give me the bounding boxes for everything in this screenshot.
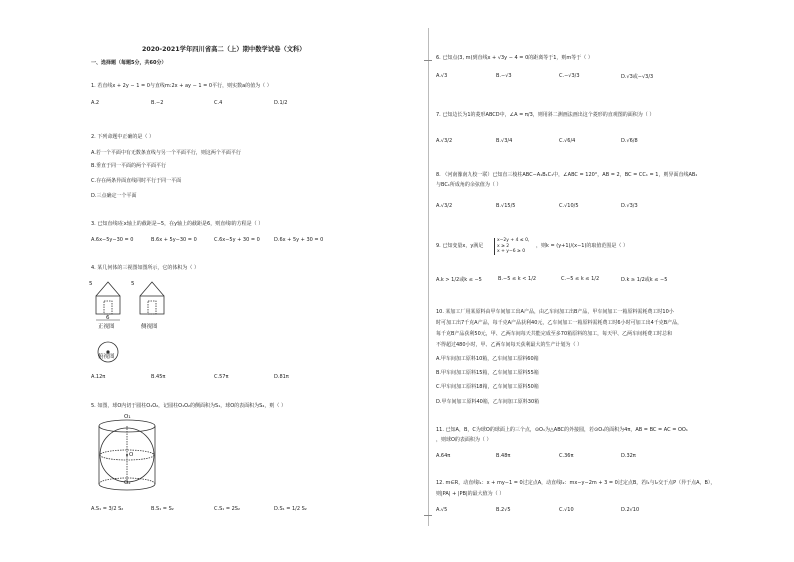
side-view-drawing <box>140 282 164 314</box>
point-o1-label: O₁ <box>124 414 131 420</box>
option-d[interactable]: D.k ≥ 1/2或k ≤ −5 <box>621 277 668 283</box>
question-12-line: 12. m∈R，动直线l₁：x + my−1 = 0过定点A，动直线l₂：mx−y−2m + 3 = 0过定点B，若l₁与l₂交于点P（异于点A，B）， <box>436 480 716 486</box>
option-b[interactable]: B.垂直于同一平面的两个平面平行 <box>91 163 167 169</box>
option-d[interactable]: D.2√10 <box>621 507 640 513</box>
question-1-stem: 1. 若直线x + 2y − 1 = 0与直线m:2x + ay − 1 = 0平行，则实数a的值为（ ） <box>91 83 272 89</box>
divider-tick <box>424 515 432 516</box>
option-c[interactable]: C.甲车间加工原料18箱，乙车间加工原料50箱 <box>436 384 539 390</box>
option-b[interactable]: B.6x + 5y−30 = 0 <box>151 237 197 243</box>
front-view-label: 正视图 <box>98 324 115 330</box>
option-a[interactable]: A.64π <box>436 453 451 459</box>
point-o2-label: O₂ <box>124 480 131 486</box>
question-2-stem: 2. 下列命题中正确的是（ ） <box>91 134 154 140</box>
question-7-stem: 7. 已知边长为1的菱形ABCD中，∠A = π/3，则用斜二测画法画出这个菱形的直观图的面积为（ ） <box>436 112 655 118</box>
option-a[interactable]: A.S₁ = 3/2 S₂ <box>91 506 124 512</box>
option-d[interactable]: D.√6/8 <box>621 138 638 144</box>
question-12-options <box>436 507 761 514</box>
option-d[interactable]: D.6x + 5y + 30 = 0 <box>274 237 324 243</box>
option-a[interactable]: A.12π <box>91 374 106 380</box>
left-column <box>84 0 414 562</box>
constraint-system <box>494 238 529 255</box>
option-c[interactable]: C.36π <box>559 453 574 459</box>
option-c[interactable]: C.√10 <box>559 507 574 513</box>
question-8-stem-continued: 与BC₁所成角的余弦值为（ ） <box>436 182 502 188</box>
option-b[interactable]: B.−√3 <box>496 73 512 79</box>
option-a[interactable]: A.k > 1/2或k ≤ −5 <box>436 277 482 283</box>
option-b[interactable]: B.甲车间加工原料15箱，乙车间加工原料55箱 <box>436 370 539 376</box>
exam-title: 2020-2021学年四川省高二（上）期中数学试卷（文科） <box>142 46 306 53</box>
question-3-stem: 3. 已知直线l在x轴上的截距是−5，在y轴上的截距是6，则直线l的方程是（ ） <box>91 221 264 227</box>
question-3-options <box>91 237 411 244</box>
question-8-stem: 8. （河南豫南九校一联）已知直三棱柱ABC−A₁B₁C₁中，∠ABC = 120°，AB = 2，BC = CC₁ = 1，则异面直线AB₁ <box>436 172 698 178</box>
option-d[interactable]: D.S₁ = 1/2 S₂ <box>274 506 307 512</box>
right-column <box>436 0 766 562</box>
question-1-options <box>91 100 411 107</box>
column-divider <box>428 28 429 526</box>
question-5-options <box>91 506 411 513</box>
option-c[interactable]: C.√10/5 <box>559 203 579 209</box>
option-b[interactable]: B.2√5 <box>496 507 511 513</box>
question-5-stem: 5. 如图，球O内切于圆柱O₁O₂，记圆柱O₁O₂的侧面积为S₁，球O的表面积为S₂，则（ ） <box>91 403 286 409</box>
option-c[interactable]: C.−√3/3 <box>559 73 580 79</box>
question-7-options <box>436 138 761 145</box>
option-c[interactable]: C.√6/4 <box>559 138 576 144</box>
option-c[interactable]: C.存在两条异面直线同时平行于同一平面 <box>91 178 182 184</box>
option-a[interactable]: A.若一个平面中有无数条直线与另一个平面平行，则这两个平面平行 <box>91 150 241 156</box>
question-10-line: 每千克B产品获利50元，甲、乙两车间每天共能完成至多70箱原料的加工，每天甲、乙两车间耗费工时总和 <box>436 331 673 337</box>
question-10-line: 不得超过480小时，甲、乙两车间每天获利最大的生产计划为（ ） <box>436 342 583 348</box>
side-view-label: 侧视图 <box>141 324 158 330</box>
option-d[interactable]: D.三点确定一个平面 <box>91 193 137 199</box>
option-a[interactable]: A.√3/2 <box>436 203 453 209</box>
option-a[interactable]: A.√5 <box>436 507 448 513</box>
question-11-options <box>436 453 761 460</box>
question-6-options <box>436 73 761 80</box>
option-d[interactable]: D.√3或−√3/3 <box>621 74 654 80</box>
option-c[interactable]: C.S₁ = 2S₂ <box>214 506 240 512</box>
option-b[interactable]: B.√3/4 <box>496 138 513 144</box>
option-a[interactable]: A.甲车间加工原料10箱，乙车间加工原料60箱 <box>436 356 539 362</box>
option-d[interactable]: D.32π <box>621 453 636 459</box>
question-11-line: 11. 已知A，B，C为球O的球面上的三个点，⊙O₁为△ABC的外接圆，若⊙O₁的面积为4π，AB = BC = AC = OO₁ <box>436 427 688 433</box>
question-11-line: ，则球O的表面积为（ ） <box>436 437 492 443</box>
option-a[interactable]: A.6x−5y−30 = 0 <box>91 237 134 243</box>
question-4-options <box>91 374 411 381</box>
question-9-options <box>436 276 761 283</box>
section-heading: 一、选择题（每题5分，共60分） <box>91 60 167 66</box>
question-9-stem-continued: ，则k = (y+1)/(x−1)的取值范围是（ ） <box>536 243 629 249</box>
option-b[interactable]: B.45π <box>151 374 166 380</box>
option-b[interactable]: B.−2 <box>151 100 164 106</box>
option-b[interactable]: B.S₁ = S₂ <box>151 506 174 512</box>
option-b[interactable]: B.48π <box>496 453 511 459</box>
question-12-line: 则|PA| + |PB|的最大值为（ ） <box>436 491 505 497</box>
question-8-options <box>436 203 761 210</box>
option-b[interactable]: B.−5 ≤ k < 1/2 <box>498 276 537 282</box>
option-c[interactable]: C.4 <box>214 100 223 106</box>
question-4-stem: 4. 某几何体的三视图如图所示，它的体积为（ ） <box>91 265 199 271</box>
divider-tick <box>424 60 432 61</box>
question-9-stem: 9. 已知变量x，y满足 <box>436 243 484 249</box>
constraint-line: x ≥ 2 <box>497 243 510 249</box>
option-a[interactable]: A.√3/2 <box>436 138 453 144</box>
option-d[interactable]: D.81π <box>274 374 289 380</box>
dimension-label: 6 <box>106 315 110 321</box>
question-10-line: 10. 某加工厂用某原料由甲车间加工出A产品，由乙车间加工出B产品，甲车间加工一箱原料需耗费工时10小 <box>436 309 674 315</box>
option-b[interactable]: B.√15/5 <box>496 203 516 209</box>
dimension-label: 5 <box>89 281 93 287</box>
point-o-label: O <box>129 452 134 458</box>
option-c[interactable]: C.6x−5y + 30 = 0 <box>214 237 260 243</box>
option-a[interactable]: A.√3 <box>436 73 448 79</box>
option-a[interactable]: A.2 <box>91 100 100 106</box>
constraint-line: x + y−6 ≥ 0 <box>497 249 526 254</box>
option-c[interactable]: C.−5 ≤ k ≤ 1/2 <box>561 276 600 282</box>
question-6-stem: 6. 已知点(3, m)到直线x + √3y − 4 = 0的距离等于1，则m等于（ ） <box>436 55 593 61</box>
option-c[interactable]: C.57π <box>214 374 229 380</box>
constraint-line: x−2y + 4 ≤ 0, <box>497 238 530 243</box>
option-d[interactable]: D.√3/3 <box>621 203 638 209</box>
option-d[interactable]: D.甲车间加工原料40箱，乙车间加工原料30箱 <box>436 399 540 405</box>
dimension-label: 5 <box>131 281 135 287</box>
option-d[interactable]: D.1/2 <box>274 100 288 106</box>
top-view-label: 俯视图 <box>98 354 115 360</box>
question-10-line: 时可加工出7千克A产品，每千克A产品获利40元，乙车间加工一箱原料需耗费工时6小时可加工出4千克B产品， <box>436 320 683 326</box>
